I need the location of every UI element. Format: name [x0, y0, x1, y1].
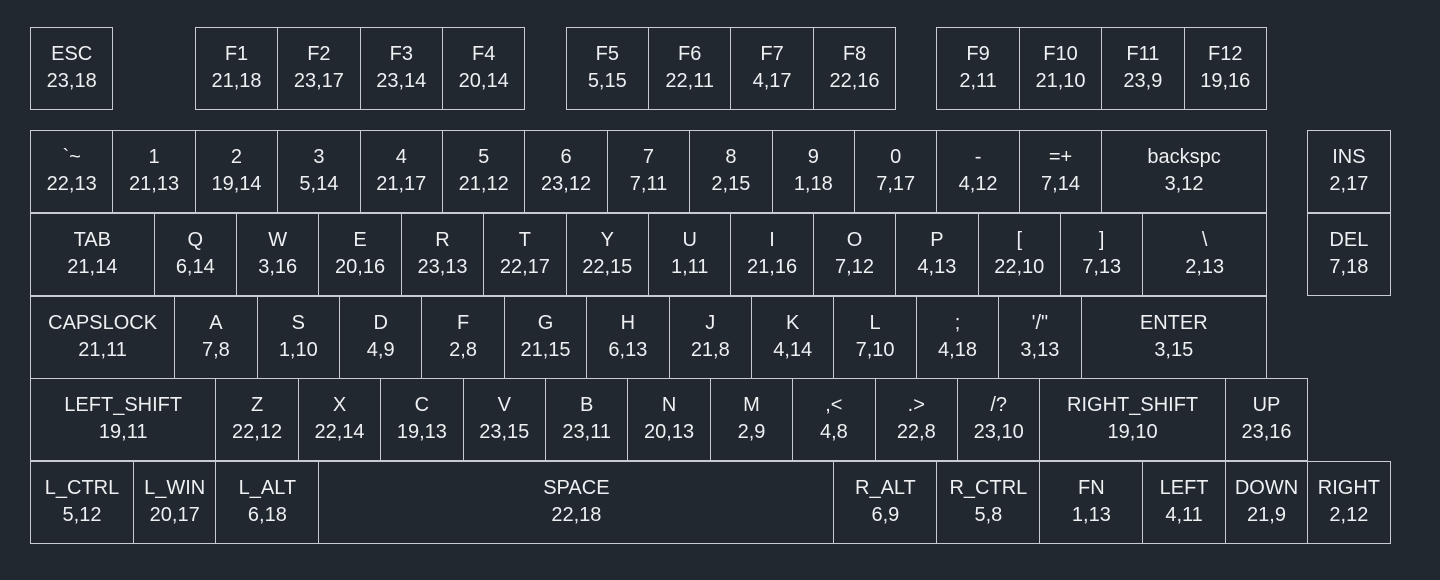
key-matrix-code: 2,8 — [449, 339, 477, 362]
key-label: F6 — [678, 43, 702, 66]
key-f6 — [648, 27, 731, 110]
key-label: 7 — [642, 146, 655, 169]
key-label: F11 — [1126, 43, 1160, 66]
key-slash — [957, 378, 1040, 461]
key-matrix-code: 21,10 — [1035, 70, 1086, 93]
key-label: Y — [600, 229, 614, 252]
key-f5 — [566, 27, 649, 110]
key-label: F3 — [389, 43, 413, 66]
key-matrix-code: 22,17 — [499, 256, 550, 279]
key-tab — [30, 213, 155, 296]
key-matrix-code: 5,15 — [587, 70, 627, 93]
key-label: S — [291, 312, 305, 335]
key-a — [174, 296, 257, 379]
key-h — [586, 296, 669, 379]
key-matrix-code: 4,8 — [819, 421, 848, 444]
key-matrix-code: 22,13 — [46, 173, 97, 196]
key-matrix-code: 21,8 — [690, 339, 730, 362]
key-matrix-code: 4,9 — [366, 339, 395, 362]
key-v — [463, 378, 546, 461]
key-label: =+ — [1048, 146, 1073, 169]
key-matrix-code: 21,18 — [211, 70, 262, 93]
key-label: CAPSLOCK — [48, 312, 158, 335]
key-f12 — [1184, 27, 1267, 110]
key-matrix-code: 21,9 — [1247, 504, 1286, 527]
key-matrix-code: 22,12 — [232, 421, 283, 444]
key-label: O — [846, 229, 863, 252]
key-label: F2 — [307, 43, 331, 66]
key-semicolon — [916, 296, 999, 379]
key-matrix-code: 6,18 — [247, 504, 287, 527]
key-label: [ — [1016, 229, 1023, 252]
key-label: J — [705, 312, 716, 335]
key-matrix-code: 19,14 — [211, 173, 262, 196]
key-matrix-code: 2,11 — [959, 70, 997, 93]
key-period — [875, 378, 958, 461]
key-7 — [607, 130, 690, 213]
key-c — [380, 378, 463, 461]
key-matrix-code: 21,12 — [458, 173, 509, 196]
key-matrix-code: 23,13 — [417, 256, 468, 279]
key-label: SPACE — [543, 477, 610, 500]
key-matrix-code: 7,8 — [201, 339, 230, 362]
key-rbracket — [1060, 213, 1143, 296]
key-minus — [936, 130, 1019, 213]
key-left-shift — [30, 378, 216, 461]
key-matrix-code: 22,8 — [896, 421, 936, 444]
key-matrix-code: 7,13 — [1082, 256, 1122, 279]
key-label: - — [974, 146, 982, 169]
key-label: DOWN — [1234, 477, 1299, 500]
key-matrix-code: 23,9 — [1123, 70, 1163, 93]
key-label: 5 — [478, 146, 490, 169]
key-f2 — [277, 27, 360, 110]
key-label: F8 — [842, 43, 867, 66]
key-label: L_ALT — [238, 477, 297, 500]
key-matrix-code: 22,18 — [551, 504, 602, 527]
key-fn — [1039, 461, 1143, 544]
key-backslash — [1142, 213, 1267, 296]
key-matrix-code: 23,16 — [1241, 421, 1292, 444]
key-right-shift — [1039, 378, 1225, 461]
key-matrix-code: 3,13 — [1020, 339, 1060, 362]
key-matrix-code: 21,13 — [129, 173, 180, 196]
key-label: F1 — [224, 43, 249, 66]
key-ins — [1307, 130, 1390, 213]
key-label: .> — [907, 394, 925, 417]
key-label: RIGHT — [1317, 477, 1380, 500]
key-f10 — [1019, 27, 1102, 110]
key-m — [710, 378, 793, 461]
key-matrix-code: 5,14 — [299, 173, 339, 196]
key-2 — [195, 130, 278, 213]
key-matrix-code: 1,13 — [1071, 504, 1111, 527]
key-label: L — [869, 312, 881, 335]
key-enter — [1081, 296, 1267, 379]
key-matrix-code: 21,17 — [376, 173, 427, 196]
key-q — [154, 213, 237, 296]
key-matrix-code: 22,15 — [582, 256, 633, 279]
key-down — [1225, 461, 1308, 544]
key-t — [483, 213, 566, 296]
key-y — [566, 213, 649, 296]
key-matrix-code: 20,17 — [149, 504, 200, 527]
key-label: DEL — [1329, 229, 1369, 252]
key-label: '/" — [1031, 312, 1049, 335]
key-matrix-code: 1,11 — [670, 256, 709, 279]
key-capslock — [30, 296, 175, 379]
key-label: /? — [990, 394, 1008, 417]
key-label: N — [661, 394, 677, 417]
key-quote — [998, 296, 1081, 379]
key-matrix-code: 4,18 — [938, 339, 977, 362]
key-matrix-code: 21,14 — [67, 256, 118, 279]
key-del — [1307, 213, 1390, 296]
key-label: 9 — [807, 146, 819, 169]
key-matrix-code: 22,14 — [314, 421, 365, 444]
key-matrix-code: 4,13 — [917, 256, 957, 279]
key-label: Q — [187, 229, 204, 252]
key-matrix-code: 19,10 — [1107, 421, 1158, 444]
key-label: ; — [954, 312, 961, 335]
key-label: ENTER — [1139, 312, 1208, 335]
key-matrix-code: 7,17 — [876, 173, 916, 196]
key-i — [730, 213, 813, 296]
key-matrix-code: 19,13 — [396, 421, 447, 444]
key-matrix-code: 20,13 — [644, 421, 695, 444]
key-label: U — [682, 229, 697, 252]
key-3 — [277, 130, 360, 213]
key-label: W — [268, 229, 288, 252]
key-n — [627, 378, 710, 461]
key-8 — [689, 130, 772, 213]
key-0 — [854, 130, 937, 213]
key-matrix-code: 21,11 — [78, 339, 127, 362]
key-matrix-code: 1,18 — [793, 173, 833, 196]
key-l — [833, 296, 916, 379]
key-b — [545, 378, 628, 461]
key-label: RIGHT_SHIFT — [1067, 394, 1199, 417]
key-label: L_WIN — [144, 477, 206, 500]
key-f8 — [813, 27, 896, 110]
key-matrix-code: 3,16 — [258, 256, 298, 279]
key-1 — [112, 130, 195, 213]
key-matrix-code: 23,10 — [973, 421, 1024, 444]
key-matrix-code: 23,14 — [376, 70, 427, 93]
key-comma — [792, 378, 875, 461]
key-label: F — [456, 312, 470, 335]
key-label: 1 — [148, 146, 160, 169]
key-matrix-code: 19,11 — [98, 421, 148, 444]
key-label: \ — [1201, 229, 1208, 252]
key-label: F9 — [966, 43, 990, 66]
key-4 — [360, 130, 443, 213]
key-matrix-code: 22,16 — [829, 70, 880, 93]
key-backtick — [30, 130, 113, 213]
key-matrix-code: 23,18 — [46, 70, 97, 93]
key-l-ctrl — [30, 461, 134, 544]
key-matrix-code: 20,16 — [335, 256, 386, 279]
key-o — [813, 213, 896, 296]
key-f7 — [730, 27, 813, 110]
key-label: backspc — [1147, 146, 1221, 169]
key-label: ,< — [825, 394, 843, 417]
key-matrix-code: 2,15 — [711, 173, 751, 196]
key-matrix-code: 1,10 — [278, 339, 318, 362]
key-matrix-code: 6,14 — [175, 256, 215, 279]
key-label: T — [518, 229, 531, 252]
key-matrix-code: 2,17 — [1329, 173, 1369, 196]
key-p — [895, 213, 978, 296]
key-label: ESC — [51, 43, 93, 66]
key-label: D — [373, 312, 388, 335]
key-label: F7 — [760, 43, 784, 66]
key-matrix-code: 21,15 — [520, 339, 571, 362]
key-label: 3 — [313, 146, 325, 169]
key-label: FN — [1078, 477, 1105, 500]
key-label: 0 — [890, 146, 902, 169]
key-label: LEFT — [1159, 477, 1209, 500]
key-matrix-code: 20,14 — [458, 70, 509, 93]
key-label: R_ALT — [855, 477, 916, 500]
key-backspc — [1101, 130, 1267, 213]
key-6 — [524, 130, 607, 213]
key-matrix-code: 23,12 — [541, 173, 592, 196]
key-label: 4 — [395, 146, 407, 169]
key-f9 — [936, 27, 1019, 110]
key-u — [648, 213, 731, 296]
key-label: ] — [1098, 229, 1105, 252]
key-9 — [772, 130, 855, 213]
key-matrix-code: 4,17 — [752, 70, 792, 93]
key-z — [215, 378, 298, 461]
key-5 — [442, 130, 525, 213]
key-up — [1225, 378, 1308, 461]
key-label: F5 — [595, 43, 619, 66]
key-esc — [30, 27, 113, 110]
key-matrix-code: 2,12 — [1329, 504, 1369, 527]
key-label: I — [769, 229, 775, 252]
key-label: C — [414, 394, 430, 417]
key-matrix-code: 6,9 — [871, 504, 900, 527]
key-matrix-code: 7,11 — [629, 173, 668, 196]
key-label: `~ — [62, 146, 81, 169]
key-l-win — [133, 461, 216, 544]
key-matrix-code: 23,17 — [293, 70, 344, 93]
key-f1 — [195, 27, 278, 110]
key-label: Z — [250, 394, 264, 417]
key-label: TAB — [73, 229, 111, 252]
key-label: F10 — [1043, 43, 1078, 66]
key-matrix-code: 2,9 — [737, 421, 766, 444]
key-e — [318, 213, 401, 296]
key-label: A — [209, 312, 223, 335]
key-label: V — [497, 394, 511, 417]
key-j — [669, 296, 752, 379]
key-k — [751, 296, 834, 379]
key-matrix-code: 19,16 — [1200, 70, 1251, 93]
key-label: R — [435, 229, 450, 252]
key-s — [257, 296, 340, 379]
key-label: M — [743, 394, 760, 417]
key-d — [339, 296, 422, 379]
key-left — [1142, 461, 1225, 544]
key-label: 8 — [725, 146, 737, 169]
key-label: H — [620, 312, 636, 335]
key-equals — [1019, 130, 1102, 213]
key-label: G — [537, 312, 554, 335]
key-label: B — [580, 394, 594, 417]
key-label: R_CTRL — [949, 477, 1028, 500]
key-label: LEFT_SHIFT — [64, 394, 183, 417]
key-matrix-code: 23,15 — [479, 421, 530, 444]
key-matrix-code: 7,12 — [835, 256, 874, 279]
key-w — [236, 213, 319, 296]
key-matrix-code: 6,13 — [608, 339, 648, 362]
key-lbracket — [978, 213, 1061, 296]
key-l-alt — [215, 461, 319, 544]
key-label: L_CTRL — [44, 477, 120, 500]
key-matrix-code: 21,16 — [747, 256, 798, 279]
key-matrix-code: 5,12 — [62, 504, 102, 527]
key-f3 — [360, 27, 443, 110]
key-label: F12 — [1208, 43, 1243, 66]
key-label: K — [786, 312, 800, 335]
key-label: 2 — [230, 146, 243, 169]
key-matrix-code: 4,14 — [773, 339, 813, 362]
key-label: X — [332, 394, 347, 417]
key-label: UP — [1252, 394, 1281, 417]
key-g — [504, 296, 587, 379]
key-r-ctrl — [936, 461, 1040, 544]
key-matrix-code: 3,12 — [1164, 173, 1204, 196]
key-x — [298, 378, 381, 461]
key-matrix-code: 7,14 — [1041, 173, 1080, 196]
key-f4 — [442, 27, 525, 110]
key-label: F4 — [472, 43, 496, 66]
key-label: P — [930, 229, 944, 252]
key-r-alt — [833, 461, 937, 544]
key-r — [401, 213, 484, 296]
key-matrix-code: 7,18 — [1329, 256, 1369, 279]
key-matrix-code: 2,13 — [1185, 256, 1225, 279]
key-matrix-code: 7,10 — [855, 339, 895, 362]
key-matrix-code: 4,12 — [958, 173, 998, 196]
key-matrix-code: 5,8 — [974, 504, 1003, 527]
key-f11 — [1101, 27, 1184, 110]
key-label: E — [353, 229, 367, 252]
key-matrix-code: 3,15 — [1154, 339, 1194, 362]
key-matrix-code: 23,11 — [562, 421, 611, 444]
key-space — [318, 461, 834, 544]
key-label: 6 — [560, 146, 572, 169]
key-f — [421, 296, 504, 379]
key-matrix-code: 4,11 — [1165, 504, 1203, 527]
key-matrix-code: 22,11 — [665, 70, 714, 93]
key-right — [1307, 461, 1390, 544]
key-matrix-code: 22,10 — [994, 256, 1045, 279]
key-label: INS — [1332, 146, 1366, 169]
